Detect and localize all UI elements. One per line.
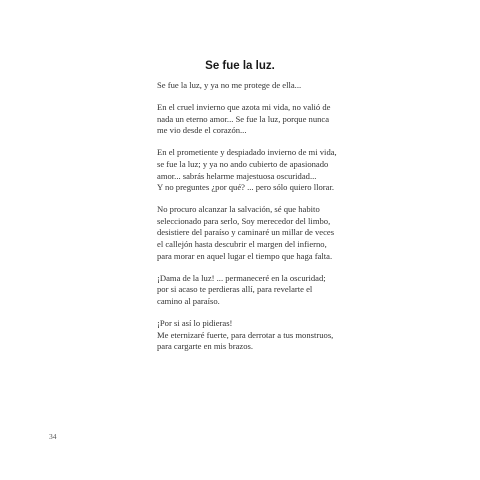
poem-line: camino al paraíso. [157, 295, 220, 306]
poem-line: me vio desde el corazón... [157, 125, 247, 136]
poem-line: amor... sabrás helarme majestuosa oscuridad... [157, 170, 317, 181]
poem-line: En el prometiente y despiadado invierno de mi vida, [157, 147, 337, 158]
poem-line: por si acaso te perdieras allí, para revelarte el [157, 284, 313, 295]
stanza-5 [157, 273, 382, 308]
poem-body [157, 80, 382, 363]
poem-line: para morar en aquel lugar el tiempo que haga falta. [157, 250, 333, 261]
stanza-1 [157, 80, 382, 92]
poem-line: Y no preguntes ¿por qué? ... pero sólo quiero llorar. [157, 182, 334, 193]
poem-line: para cargarte en mis brazos. [157, 341, 253, 352]
poem-line: En el cruel invierno que azota mi vida, no valió de [157, 102, 331, 113]
poem-line: Me eternizaré fuerte, para derrotar a tus monstruos, [157, 329, 334, 340]
stanza-6 [157, 318, 382, 353]
stanza-2 [157, 102, 382, 137]
poem-line: se fue la luz; y ya no ando cubierto de apasionado [157, 158, 329, 169]
poem-line: desistiere del paraíso y caminaré un millar de veces [157, 227, 335, 238]
poem-line: seleccionado para serlo, Soy merecedor del limbo, [157, 215, 331, 226]
poem-line: Se fue la luz, y ya no me protege de ella... [157, 80, 302, 90]
poem-line: ¡Por si así lo pidieras! [157, 318, 233, 328]
page-number: 34 [49, 432, 57, 441]
poem-line: No procuro alcanzar la salvación, sé que habito [157, 204, 320, 215]
stanza-3 [157, 147, 382, 193]
poem-line: el callejón hasta descubrir el margen del infierno, [157, 239, 327, 250]
stanza-4 [157, 204, 382, 262]
poem-line: ¡Dama de la luz! ... permaneceré en la oscuridad; [157, 272, 326, 283]
poem-title: Se fue la luz. [205, 60, 275, 72]
poem-line: nada un eterno amor... Se fue la luz, porque nunca [157, 113, 330, 124]
